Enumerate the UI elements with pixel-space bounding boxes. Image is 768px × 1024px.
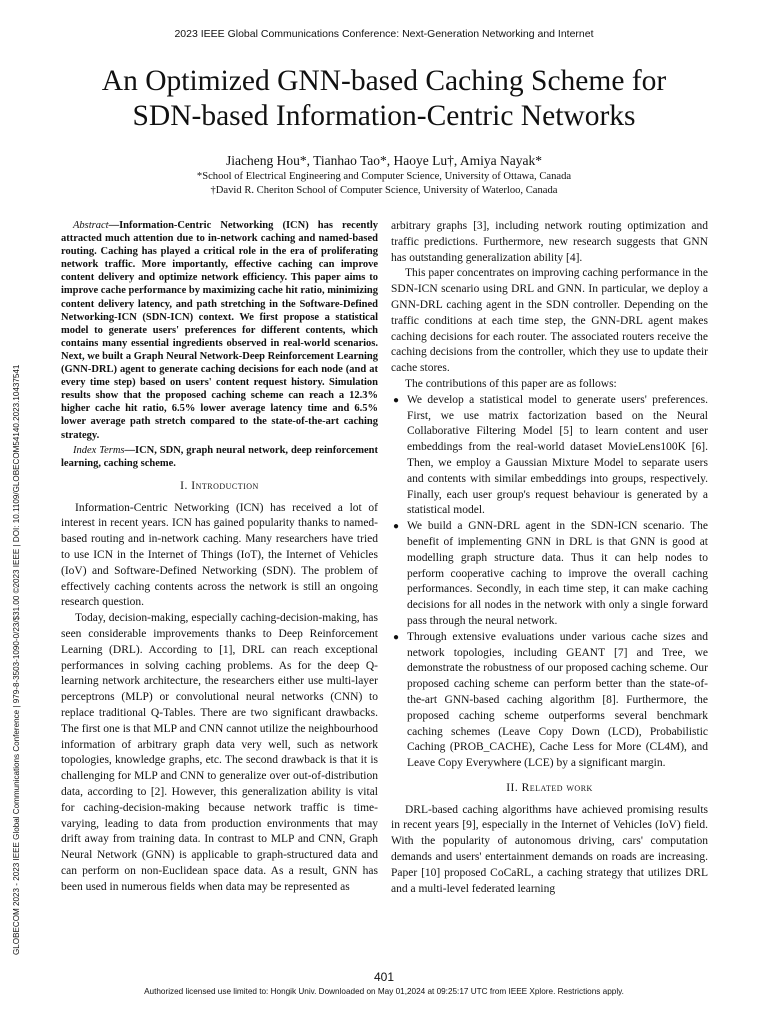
contribution-text: Through extensive evaluations under various cache sizes and network topologies, including GEANT [7] and Tree, we demonstrate the robustness of our proposed caching scheme. Our proposed caching scheme can perform better than the state-of-the-art GNN-based caching algorithm [8]. Furthermore, the proposed caching scheme outperforms several benchmark caching schemes (Leave Copy Down (LCD), Probabilistic Caching (PROB_CACHE), Cache Less for More (CL4M), and Leave Copy Everywhere (LCE) by a significant margin. [407,630,708,770]
contributions-intro: The contributions of this paper are as follows: [405,377,617,390]
intro-paragraph-1: Information-Centric Networking (ICN) has received a lot of interest in recent years. ICN has gained popularity thanks to named-based routing and in-network caching. Many researchers have tried to use ICN in the Internet of Things (IoT), the Internet of Vehicles (IoV) and Software-Defined Networking (SDN). The problem of effectively caching contents across the network is still an ongoing research question. [61,501,378,609]
intro-paragraph-3: arbitrary graphs [3], including network routing optimization and traffic predictions. Furthermore, new research suggests that GNN has outstanding generalization ability [4]. [391,220,708,264]
index-terms-label: Index Terms [73,444,125,456]
title-line-2: SDN-based Information-Centric Networks [132,100,636,132]
list-item [391,393,708,519]
side-doi-identifier: GLOBECOM 2023 - 2023 IEEE Global Communications Conference | 979-8-3503-1090-0/23/$31.00 ©2023 IEEE | DOI: 10.1109/GLOBECOM54140.2023.10437541 [12,364,21,955]
bullet-icon: ● [393,394,400,406]
list-item [391,630,708,772]
affiliation-ottawa: *School of Electrical Engineering and Computer Science, University of Ottawa, Canada [196,171,572,182]
index-terms-text: —ICN, SDN, graph neural network, deep reinforcement learning, caching scheme. [61,444,379,469]
index-terms [61,444,378,470]
contribution-text: We develop a statistical model to generate users' preferences. First, we use matrix factorization based on the Neural Collaborative Filtering Model [5] to learn content and user embeddings from the real-world dataset MovieLens100K [6]. Then, we employ a Gaussian Mixture Model to separate users and contents with similar embeddings into groups, respectively. Finally, each user group's request behaviour is generated by a statistical model. [407,393,708,517]
section-1-title: Introduction [191,479,259,492]
right-column [391,219,708,897]
author-list: Jiacheng Hou*, Tianhao Tao*, Haoye Lu†, Amiya Nayak* [225,153,542,168]
abstract-label: Abstract [73,220,109,231]
page-number: 401 [373,970,395,984]
paper-title [40,64,728,134]
abstract-text: —Information-Centric Networking (ICN) has recently attracted much attention due to in-network caching and named-based routing. Caching has played a critical role in the era of proliferating network traffic. More importantly, effective caching can improve content delivery and optimize network efficiency. This paper aims to improve cache performance by maximizing cache hit ratio, minimizing content delivery latency, and path stretching in the Software-Defined Networking-ICN (SDN-ICN) context. We first propose a statistical model to generate users' preferences for different contents, which contains many essential ingredients observed in real-world scenarios. Next, we built a Graph Neural Network-Deep Reinforcement Learning (GNN-DRL) agent to generate caching decisions for each node (and at every time step) based on users' content request history. Simulation results show that the proposed caching scheme can reach a 12.3% higher cache hit ratio, 6.5% lower average latency time and 6.5% lower average path stretch compared to the state-of-the-art caching strategy. [61,220,378,441]
section-heading-introduction [61,479,378,495]
related-work-paragraph-1: DRL-based caching algorithms have achieved promising results in recent years [9], especially in the Internet of Vehicles (IoV) field. With the popularity of autonomous driving, cars' computation demands and users' entertainment demands on roads are increasing. Paper [10] proposed CoCaRL, a caching strategy that utilizes DRL and a multi-level federated learning [391,803,708,895]
abstract [61,219,378,442]
section-heading-related-work [391,781,708,797]
contributions-list [391,393,708,772]
list-item [391,519,708,630]
section-2-numeral: II. [506,781,519,794]
bullet-icon: ● [393,521,400,533]
contribution-text: We build a GNN-DRL agent in the SDN-ICN scenario. The benefit of implementing GNN in DRL is that GNN is good at modelling graph structure data. Thus it can help nodes to perform cooperative caching to improve the overall caching performances. Secondly, in each time step, it can make caching decisions for all nodes in the network with only a single forward pass through the neural network. [407,520,708,627]
intro-paragraph-2: Today, decision-making, especially caching-decision-making, has seen considerable improvements thanks to Deep Reinforcement Learning (DRL). According to [1], DRL can reach exceptional performances in solving caching problems. As for the deep Q-learning network architecture, the researchers either use multi-layer perceptrons (MLP) or convolutional neural networks (CNN) to replace traditional Q-Tables. There are two significant drawbacks. The first one is that MLP and CNN cannot utilize the neighbourhood information of arbitrary graph data very well, such as network topologies, knowledge graphs, etc. The second drawback is that it is challenging for MLP and CNN to generalize over out-of-distribution data, according to [2]. However, this generalization ability is vital for caching-decision-making because network traffic is time-varying, leading to data from production environments that may drift away from training data. In contrast to MLP and CNN, Graph Neural Network (GNN) is applicable to graph-structured data and can perform on non-Euclidean space data. As a result, GNN has been used in numerous fields when data may be represented as [61,612,378,893]
affiliation-waterloo: †David R. Cheriton School of Computer Science, University of Waterloo, Canada [210,185,558,196]
conference-header: 2023 IEEE Global Communications Conference: Next-Generation Networking and Internet [174,28,594,40]
license-footer: Authorized licensed use limited to: Hongik Univ. Downloaded on May 01,2024 at 09:25:17 UTC from IEEE Xplore. Restrictions apply. [144,987,624,996]
intro-paragraph-4: This paper concentrates on improving caching performance in the SDN-ICN scenario using DRL and GNN. In particular, we deploy a GNN-DRL caching agent in the SDN controller. Depending on the traffic conditions at each time step, the GNN-DRL agent makes caching decisions for each router. The associated routers receive the caching decisions from the controller, which they use to update their cache stores. [391,267,708,375]
section-1-numeral: I. [180,479,188,492]
left-column [61,219,378,896]
bullet-icon: ● [393,631,400,643]
section-2-title: Related work [521,781,593,794]
title-line-1: An Optimized GNN-based Caching Scheme for [101,65,667,97]
